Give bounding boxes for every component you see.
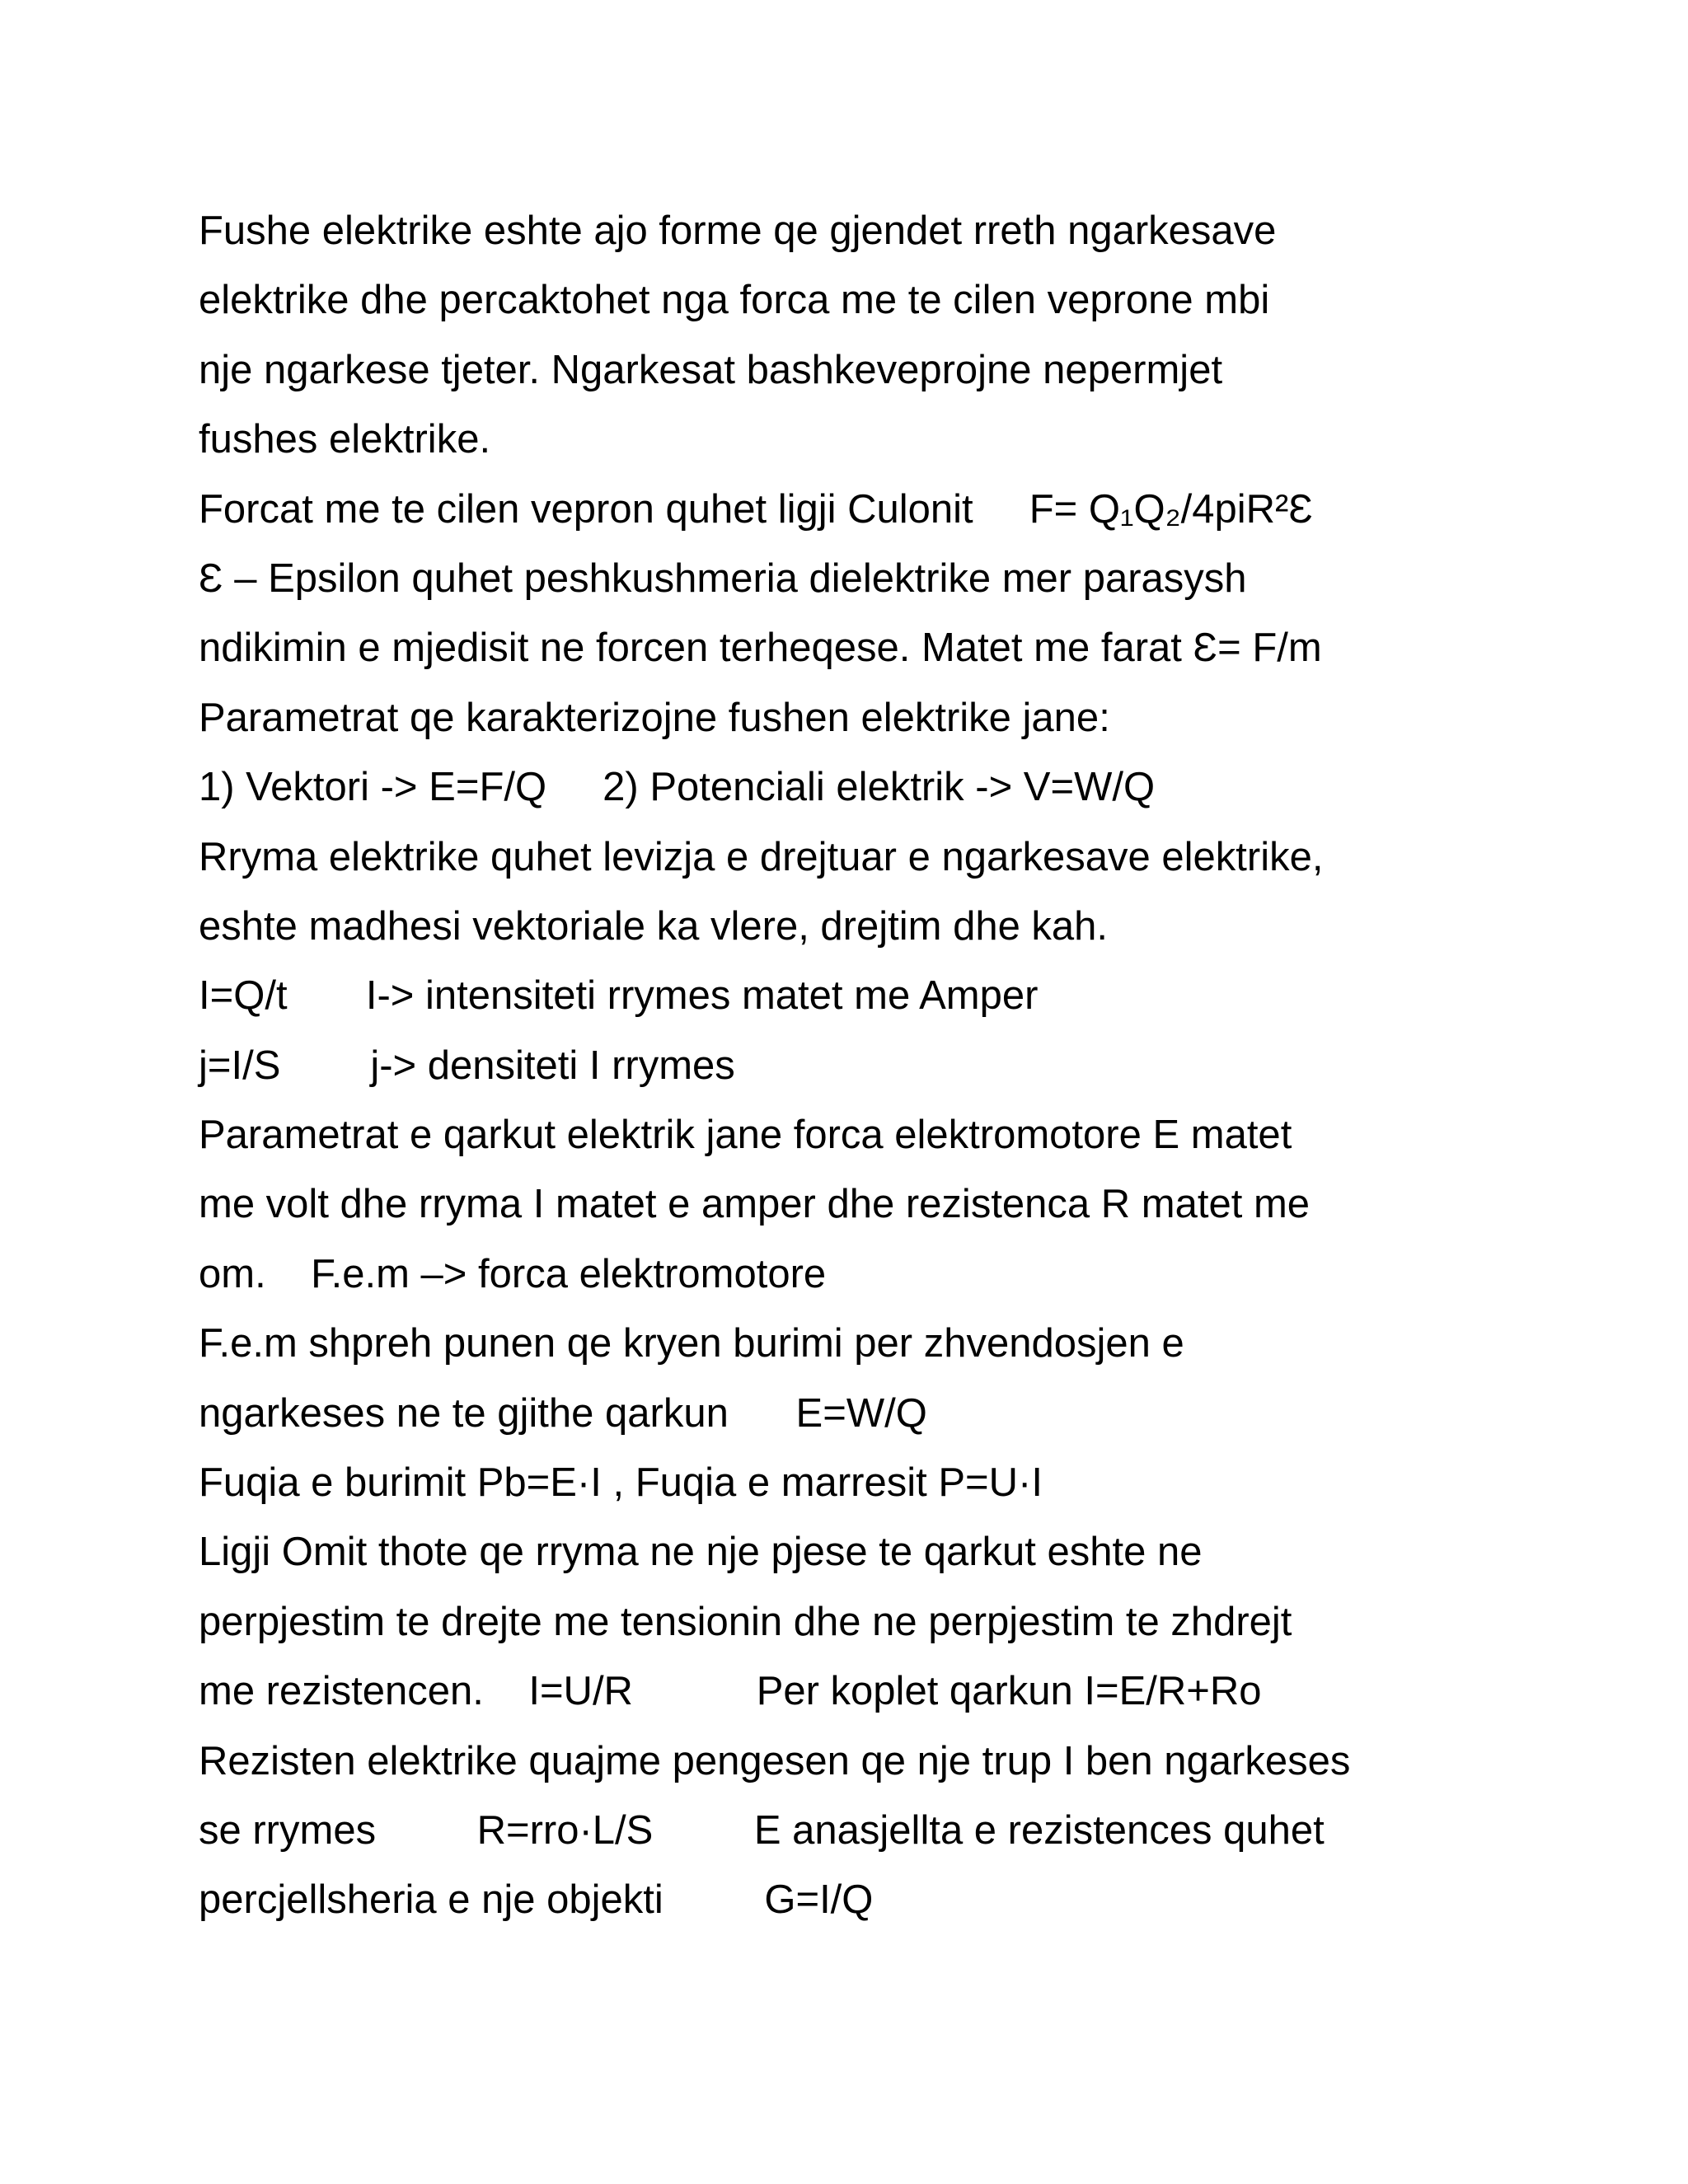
text-line: perpjestim te drejte me tensionin dhe ne perpjestim te zhdrejt bbox=[199, 1599, 1292, 1644]
text-line: Parametrat qe karakterizojne fushen elektrike jane: bbox=[199, 695, 1110, 740]
text-line: Rezisten elektrike quajme pengesen qe nje trup I ben ngarkeses bbox=[199, 1738, 1351, 1783]
text-line: Fushe elektrike eshte ajo forme qe gjendet rreth ngarkesave bbox=[199, 209, 1277, 253]
text-line: me volt dhe rryma I matet e amper dhe rezistenca R matet me bbox=[199, 1182, 1311, 1227]
text-line: ngarkeses ne te gjithe qarkun E=W/Q bbox=[199, 1390, 927, 1436]
text-line: se rrymes R=rro·L/S E anasjellta e rezistences quhet bbox=[199, 1807, 1325, 1853]
text-line: fushes elektrike. bbox=[199, 417, 491, 462]
text-line: Rryma elektrike quhet levizja e drejtuar e ngarkesave elektrike, bbox=[199, 834, 1324, 879]
text-line: 1) Vektori -> E=F/Q 2) Potenciali elektrik -> V=W/Q bbox=[199, 765, 1156, 810]
text-line: nje ngarkese tjeter. Ngarkesat bashkeveprojne nepermjet bbox=[199, 347, 1223, 392]
document-body bbox=[199, 196, 1517, 1935]
text-line: ndikimin e mjedisit ne forcen terheqese. Matet me farat Ɛ= F/m bbox=[199, 626, 1322, 671]
text-line: om. F.e.m –> forca elektromotore bbox=[199, 1251, 827, 1296]
text-line: I=Q/t I-> intensiteti rrymes matet me Amper bbox=[199, 973, 1039, 1019]
text-line: percjellsheria e nje objekti G=I/Q bbox=[199, 1877, 874, 1923]
text-line: F.e.m shpreh punen qe kryen burimi per zhvendosjen e bbox=[199, 1321, 1184, 1366]
text-line: me rezistencen. I=U/R Per koplet qarkun I=E/R+Ro bbox=[199, 1669, 1262, 1714]
text-line: Fuqia e burimit Pb=E·I , Fuqia e marresit P=U·I bbox=[199, 1460, 1043, 1506]
text-line: Ligji Omit thote qe rryma ne nje pjese te qarkut eshte ne bbox=[199, 1530, 1203, 1575]
text-line: eshte madhesi vektoriale ka vlere, drejtim dhe kah. bbox=[199, 903, 1109, 949]
text-line: Ɛ – Epsilon quhet peshkushmeria dielektrike mer parasysh bbox=[199, 555, 1247, 601]
text-line: elektrike dhe percaktohet nga forca me te cilen veprone mbi bbox=[199, 278, 1270, 323]
text-line: Forcat me te cilen vepron quhet ligji Culonit F= Q₁Q₂/4piR²Ɛ bbox=[199, 486, 1313, 532]
text-line: j=I/S j-> densiteti I rrymes bbox=[199, 1043, 735, 1088]
text-line: Parametrat e qarkut elektrik jane forca elektromotore E matet bbox=[199, 1113, 1292, 1158]
